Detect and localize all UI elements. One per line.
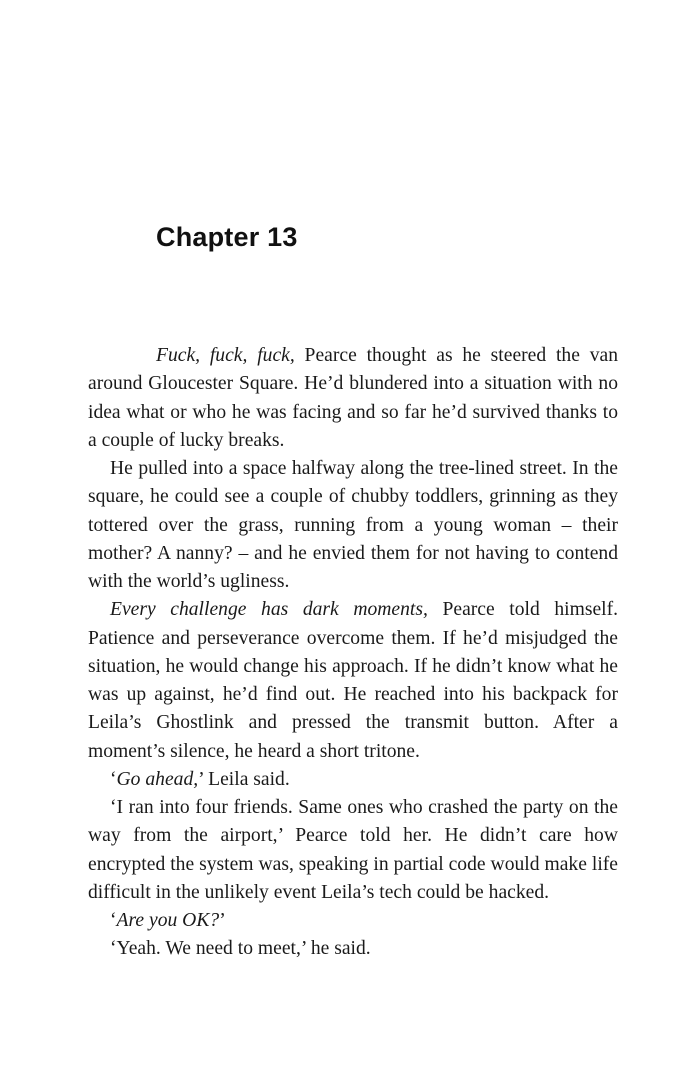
paragraph-1 — [88, 342, 618, 455]
paragraph-2 — [88, 455, 618, 596]
paragraph-7 — [88, 935, 618, 963]
paragraph-7-text: ‘Yeah. We need to meet,’ he said. — [110, 938, 371, 960]
chapter-title: Chapter 13 — [156, 222, 298, 252]
chapter-body — [88, 342, 618, 964]
paragraph-6-italic: Are you OK? — [116, 910, 220, 931]
paragraph-3 — [88, 596, 618, 766]
paragraph-3-text: Pearce told himself. Patience and perseverance overcome them. If he’d misjudged the situation, he would change his approach. If he didn’t know what he was up against, he’d find out. He reached into his backpack for Leila’s Ghostlink and pressed the transmit button. After a moment’s silence, he heard a short tritone. — [88, 599, 619, 762]
paragraph-1-text: Pearce thought as he steered the van around Gloucester Square. He’d blundered into a situation with no idea what or who he was facing and so far he’d survived thanks to a couple of lucky breaks. — [88, 345, 618, 451]
paragraph-4-open-quote: ‘ — [110, 768, 117, 790]
paragraph-4 — [88, 766, 618, 794]
paragraph-6-open-quote: ‘ — [110, 910, 117, 931]
paragraph-5-text: ‘I ran into four friends. Same ones who crashed the party on the way from the airport,’ Pearce told her. He didn’t care how encrypted the system was, speaking in partial code would make life difficult in the unlikely event Leila’s tech could be hacked. — [88, 797, 618, 903]
paragraph-6 — [88, 907, 618, 935]
paragraph-6-text: ’ — [219, 910, 226, 931]
paragraph-4-text: ’ Leila said. — [198, 768, 290, 790]
paragraph-5 — [88, 794, 618, 907]
paragraph-4-italic: Go ahead, — [116, 768, 199, 790]
paragraph-1-italic: Fuck, fuck, fuck, — [156, 345, 295, 366]
paragraph-3-italic: Every challenge has dark moments, — [110, 599, 428, 621]
paragraph-2-text: He pulled into a space halfway along the tree-lined street. In the square, he could see a couple of chubby toddlers, grinning as they tottered over the grass, running from a young woman – their mother? A nanny? – and he envied them for not having to contend with the world’s ugliness. — [88, 458, 618, 592]
